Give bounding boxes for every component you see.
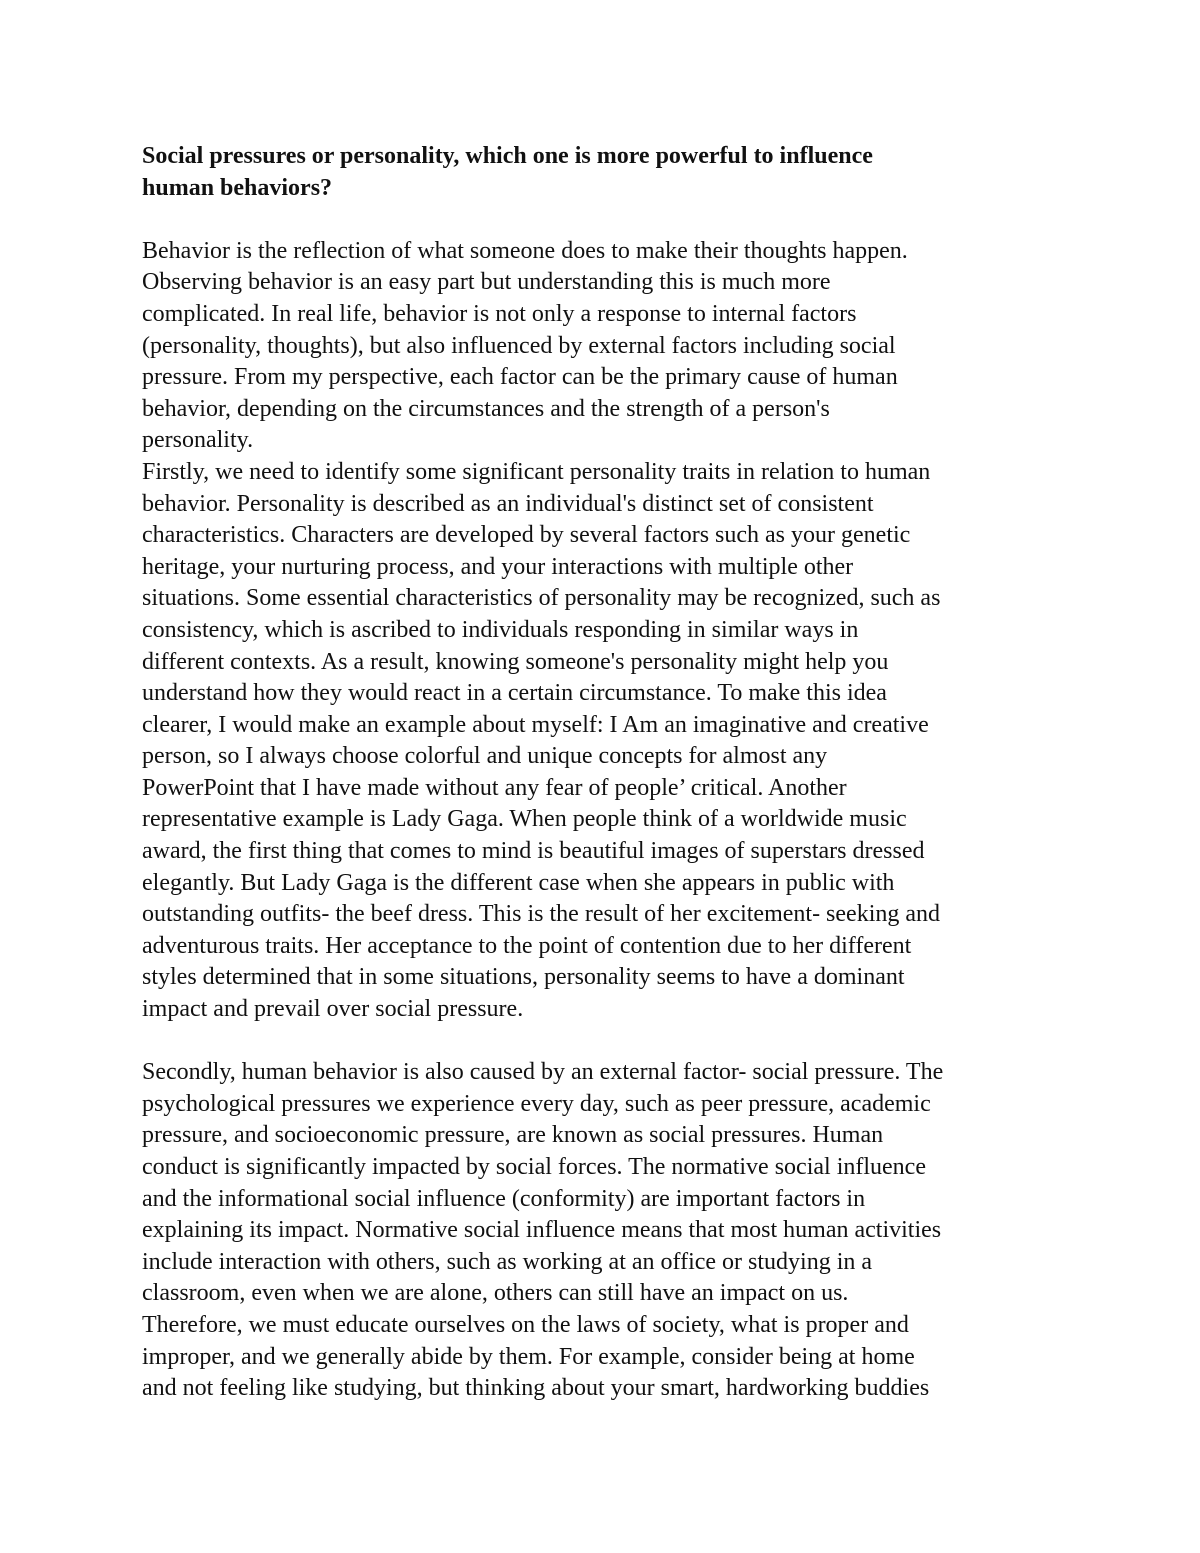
paragraph-spacer <box>142 204 1072 236</box>
paragraph-personality: Firstly, we need to identify some significant personality traits in relation to human behavior. Personality is described as an individual's distinct set of consistent characteristics. Characters are developed by several factors such as your genetic heritage, your nurturing process, and your interactions with multiple other situations. Some essential characteristics of personality may be recognized, such as consistency, which is ascribed to individuals responding in similar ways in different contexts. As a result, knowing someone's personality might help you understand how they would react in a certain circumstance. To make this idea clearer, I would make an example about myself: I Am an imaginative and creative person, so I always choose colorful and unique concepts for almost any PowerPoint that I have made without any fear of people’ critical. Another representative example is Lady Gaga. When people think of a worldwide music award, the first thing that comes to mind is beautiful images of superstars dressed elegantly. But Lady Gaga is the different case when she appears in public with outstanding outfits- the beef dress. This is the result of her excitement- seeking and adventurous traits. Her acceptance to the point of contention due to her different styles determined that in some situations, personality seems to have a dominant impact and prevail over social pressure. <box>142 458 941 1023</box>
document-body <box>142 141 1072 1405</box>
paragraph-social-pressure: Secondly, human behavior is also caused by an external factor- social pressure. The psychological pressures we experience every day, such as peer pressure, academic pressure, and socioeconomic pressure, are known as social pressures. Human conduct is significantly impacted by social forces. The normative social influence and the informational social influence (conformity) are important factors in explaining its impact. Normative social influence means that most human activities include interaction with others, such as working at an office or studying in a classroom, even when we are alone, others can still have an impact on us. Therefore, we must educate ourselves on the laws of society, what is proper and improper, and we generally abide by them. For example, consider being at home and not feeling like studying, but thinking about your smart, hardworking buddies <box>142 1059 944 1402</box>
paragraph-intro: Behavior is the reflection of what someone does to make their thoughts happen. Observing behavior is an easy part but understanding this is much more complicated. In real life, behavior is not only a response to internal factors (personality, thoughts), but also influenced by external factors including social pressure. From my perspective, each factor can be the primary cause of human behavior, depending on the circumstances and the strength of a person's personality. <box>142 237 908 454</box>
document-title: Social pressures or personality, which one is more powerful to influence human behaviors? <box>142 143 873 201</box>
paragraph-spacer <box>142 1026 1072 1058</box>
